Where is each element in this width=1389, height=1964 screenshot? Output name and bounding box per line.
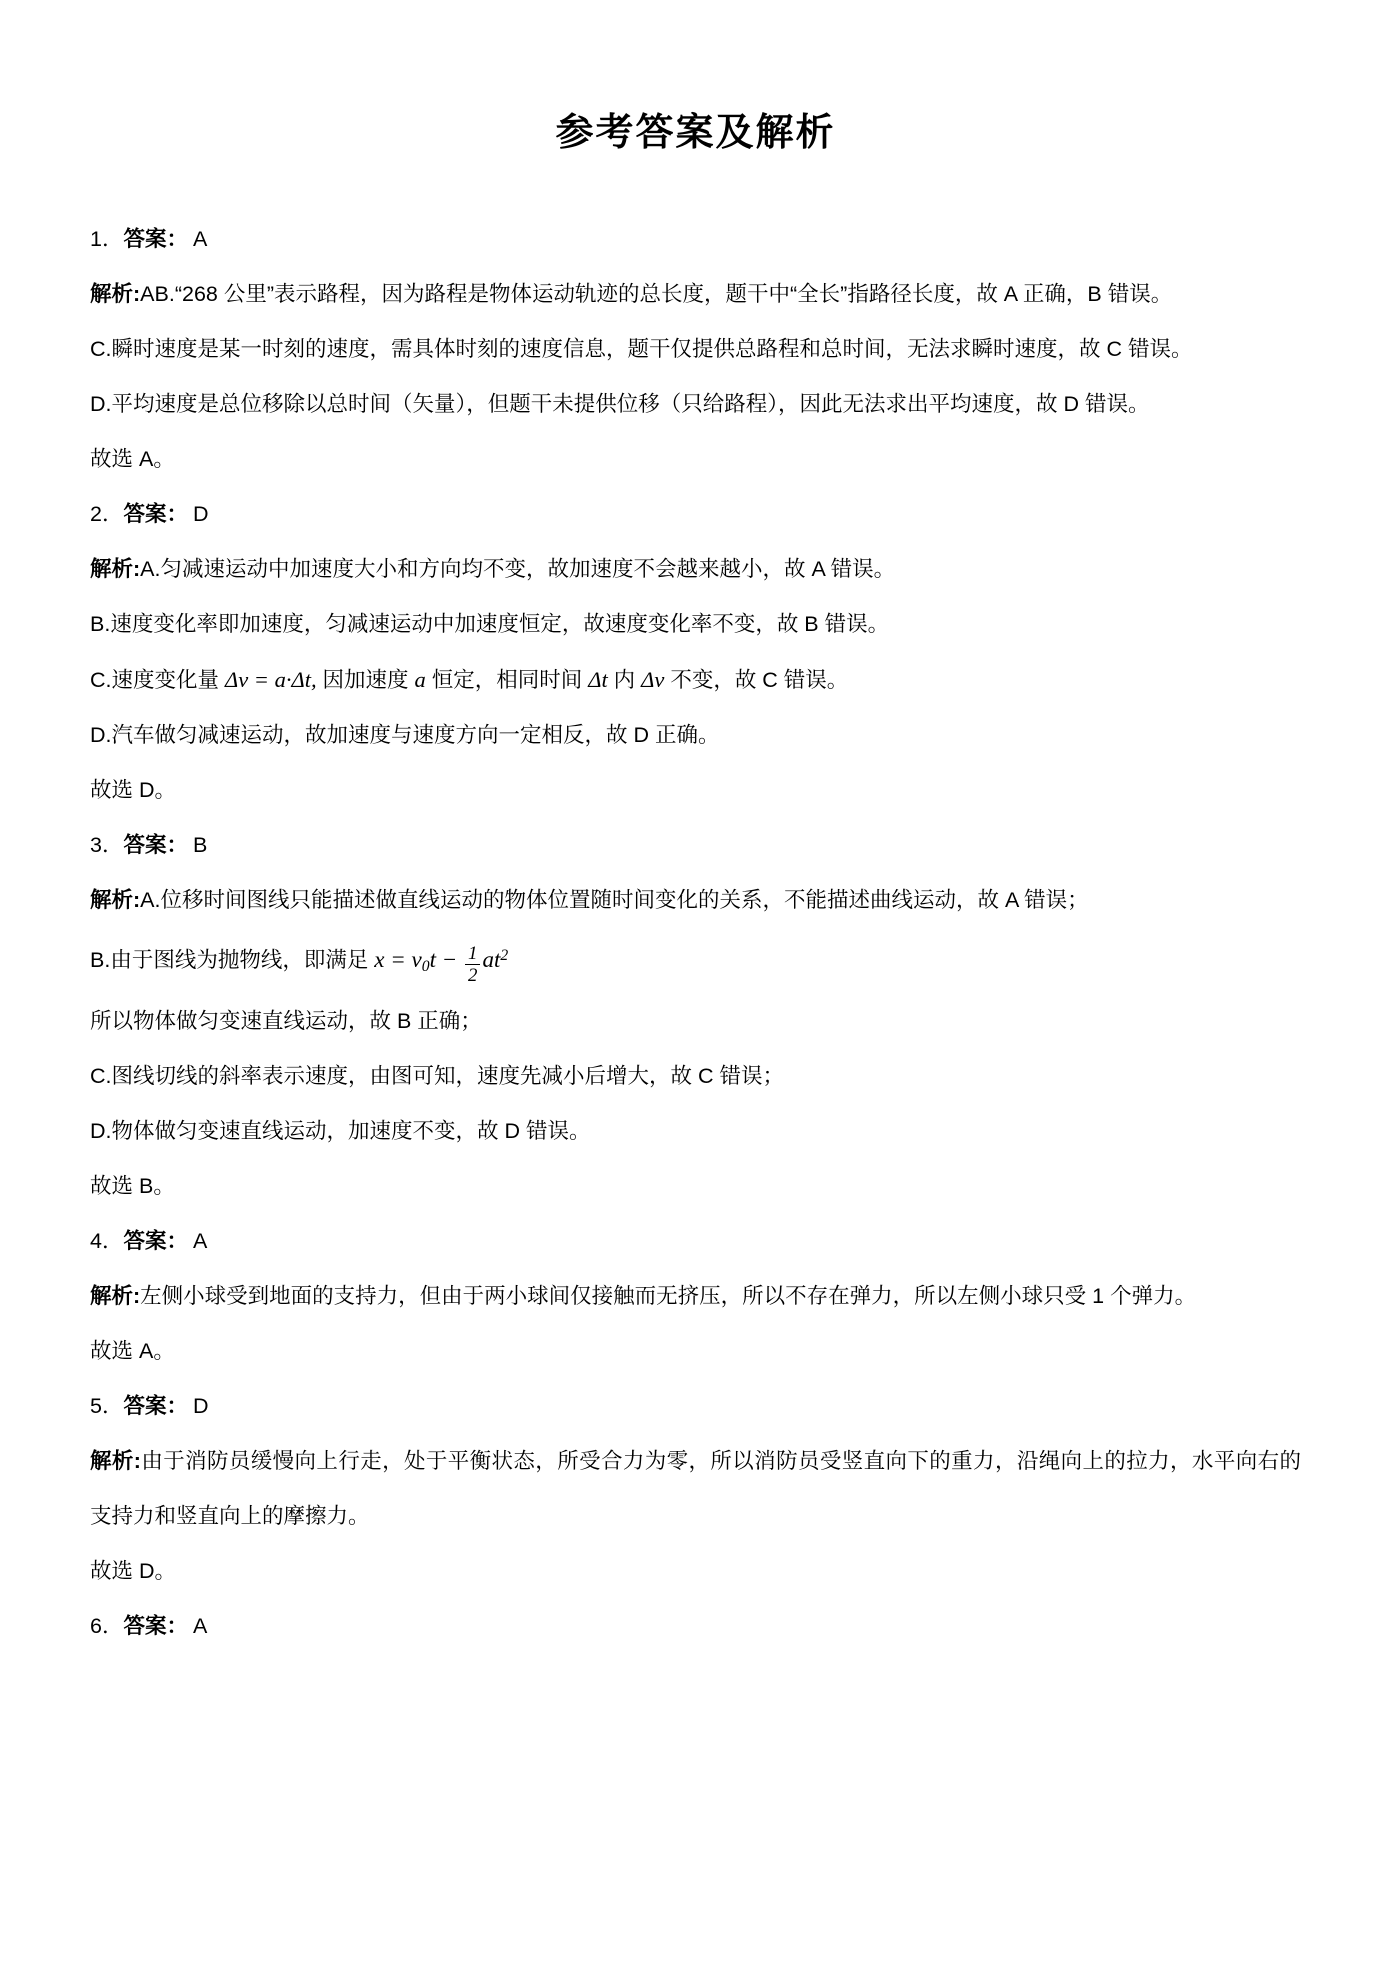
question-number: 1． bbox=[90, 227, 124, 251]
question-number: 5． bbox=[90, 1393, 124, 1418]
answer-value: D bbox=[192, 502, 209, 526]
explanation-text: D.平均速度是总位移除以总时间（矢量），但题干未提供位移（只给路程），因此无法求出平均速度，故 D 错误。 bbox=[90, 392, 1150, 416]
analysis-label: 解析: bbox=[90, 1448, 141, 1473]
answer-label: 答案： bbox=[123, 1393, 188, 1418]
formula-var-v: v bbox=[411, 947, 422, 973]
formula-fraction-one-half bbox=[465, 943, 480, 986]
answer-value: A bbox=[192, 227, 208, 251]
answer-block-3 bbox=[90, 818, 1301, 1214]
answer-label: 答案： bbox=[123, 502, 188, 526]
analysis-label: 解析: bbox=[90, 888, 141, 912]
formula-var-t: t bbox=[429, 947, 436, 973]
conclusion-line bbox=[90, 1159, 1301, 1214]
answer-line-3 bbox=[90, 818, 1301, 873]
answer-label: 答案： bbox=[123, 1613, 188, 1638]
explanation-text: 恒定，相同时间 bbox=[425, 668, 589, 692]
conclusion-text: 故选 B。 bbox=[90, 1173, 175, 1198]
answer-line-6 bbox=[90, 1599, 1301, 1654]
explanation-paragraph bbox=[90, 377, 1301, 432]
explanation-text: B.速度变化率即加速度，匀减速运动中加速度恒定，故速度变化率不变，故 B 错误。 bbox=[90, 612, 890, 636]
explanation-text: 左侧小球受到地面的支持力，但由于两小球间仅接触而无挤压，所以不存在弹力，所以左侧小球只受 1 个弹力。 bbox=[140, 1283, 1197, 1308]
formula-x-equals-v0t-minus-half-at-squared bbox=[374, 943, 509, 987]
math-symbol-delta-t: Δt bbox=[588, 667, 608, 692]
question-number: 4． bbox=[90, 1228, 124, 1253]
answer-value: A bbox=[192, 1613, 208, 1638]
explanation-paragraph bbox=[90, 873, 1301, 928]
conclusion-line bbox=[90, 763, 1301, 818]
conclusion-text: 故选 A。 bbox=[90, 1338, 175, 1363]
conclusion-line bbox=[90, 432, 1301, 487]
conclusion-text: 故选 D。 bbox=[90, 1558, 177, 1583]
formula-var-at: at bbox=[482, 947, 501, 973]
answer-block-6 bbox=[90, 1599, 1301, 1654]
conclusion-line bbox=[90, 1544, 1301, 1599]
answer-label: 答案： bbox=[123, 833, 188, 857]
answer-line-2 bbox=[90, 487, 1301, 542]
answer-block-1 bbox=[90, 212, 1301, 487]
answer-label: 答案： bbox=[123, 1228, 188, 1253]
explanation-paragraph-with-formula bbox=[90, 928, 1301, 994]
answer-line-5 bbox=[90, 1379, 1301, 1434]
math-expression-delta-v: Δv = a·Δt, bbox=[224, 667, 317, 692]
analysis-label: 解析: bbox=[90, 1283, 141, 1308]
answer-value: A bbox=[192, 1228, 208, 1253]
conclusion-text: 故选 D。 bbox=[90, 778, 177, 802]
explanation-text: C.瞬时速度是某一时刻的速度，需具体时刻的速度信息，题干仅提供总路程和总时间，无法求瞬时速度，故 C 错误。 bbox=[90, 337, 1193, 361]
explanation-text: 所以物体做匀变速直线运动，故 B 正确； bbox=[90, 1008, 482, 1033]
formula-equals-sign: = bbox=[384, 947, 412, 973]
explanation-text: D.汽车做匀减速运动，故加速度与速度方向一定相反，故 D 正确。 bbox=[90, 723, 720, 747]
math-symbol-delta-v: Δv bbox=[641, 667, 665, 692]
explanation-text: C.图线切线的斜率表示速度，由图可知，速度先减小后增大，故 C 错误； bbox=[90, 1063, 784, 1088]
explanation-paragraph bbox=[90, 1434, 1301, 1544]
explanation-paragraph bbox=[90, 597, 1301, 652]
answer-label: 答案： bbox=[123, 227, 188, 251]
explanation-paragraph bbox=[90, 994, 1301, 1049]
explanation-text: 内 bbox=[607, 668, 642, 692]
answer-value: B bbox=[192, 833, 208, 857]
explanation-paragraph bbox=[90, 1104, 1301, 1159]
conclusion-line bbox=[90, 1324, 1301, 1379]
explanation-paragraph bbox=[90, 542, 1301, 597]
answer-block-5 bbox=[90, 1379, 1301, 1599]
explanation-text: A.位移时间图线只能描述做直线运动的物体位置随时间变化的关系，不能描述曲线运动，故 A 错误； bbox=[140, 888, 1089, 912]
explanation-paragraph bbox=[90, 708, 1301, 763]
formula-subscript-zero: 0 bbox=[421, 957, 430, 975]
question-number: 2． bbox=[90, 502, 124, 526]
explanation-text: 由于消防员缓慢向上行走，处于平衡状态，所受合力为零，所以消防员受竖直向下的重力，沿绳向上的拉力，水平向右的支持力和竖直向上的摩擦力。 bbox=[90, 1448, 1301, 1528]
explanation-paragraph bbox=[90, 267, 1301, 322]
formula-var-x: x bbox=[374, 947, 385, 973]
answer-block-4 bbox=[90, 1214, 1301, 1379]
explanation-text: 不变，故 C 错误。 bbox=[664, 668, 849, 692]
math-symbol-a: a bbox=[414, 667, 426, 692]
question-number: 3． bbox=[90, 833, 124, 857]
fraction-denominator: 2 bbox=[468, 965, 478, 987]
answer-value: D bbox=[192, 1393, 209, 1418]
fraction-numerator: 1 bbox=[465, 943, 480, 965]
answer-block-2 bbox=[90, 487, 1301, 818]
explanation-text: A.匀减速运动中加速度大小和方向均不变，故加速度不会越来越小，故 A 错误。 bbox=[140, 557, 896, 581]
page-title: 参考答案及解析 bbox=[555, 112, 836, 154]
explanation-paragraph bbox=[90, 1049, 1301, 1104]
formula-minus-sign: − bbox=[435, 947, 463, 973]
explanation-text: D.物体做匀变速直线运动，加速度不变，故 D 错误。 bbox=[90, 1118, 591, 1143]
explanation-paragraph bbox=[90, 1269, 1301, 1324]
explanation-text: B.由于图线为抛物线，即满足 bbox=[90, 948, 375, 973]
question-number: 6． bbox=[90, 1613, 124, 1638]
answer-line-4 bbox=[90, 1214, 1301, 1269]
explanation-text: AB.“268 公里”表示路程，因为路程是物体运动轨迹的总长度，题干中“全长”指路径长度，故 A 正确，B 错误。 bbox=[140, 282, 1173, 306]
formula-superscript-two: 2 bbox=[500, 947, 509, 964]
explanation-text: C.速度变化量 bbox=[90, 668, 225, 692]
explanation-paragraph-with-math bbox=[90, 652, 1301, 708]
conclusion-text: 故选 A。 bbox=[90, 447, 175, 471]
analysis-label: 解析: bbox=[90, 557, 141, 581]
explanation-paragraph bbox=[90, 322, 1301, 377]
explanation-text: 因加速度 bbox=[316, 668, 415, 692]
analysis-label: 解析: bbox=[90, 282, 141, 306]
answer-line-1 bbox=[90, 212, 1301, 267]
